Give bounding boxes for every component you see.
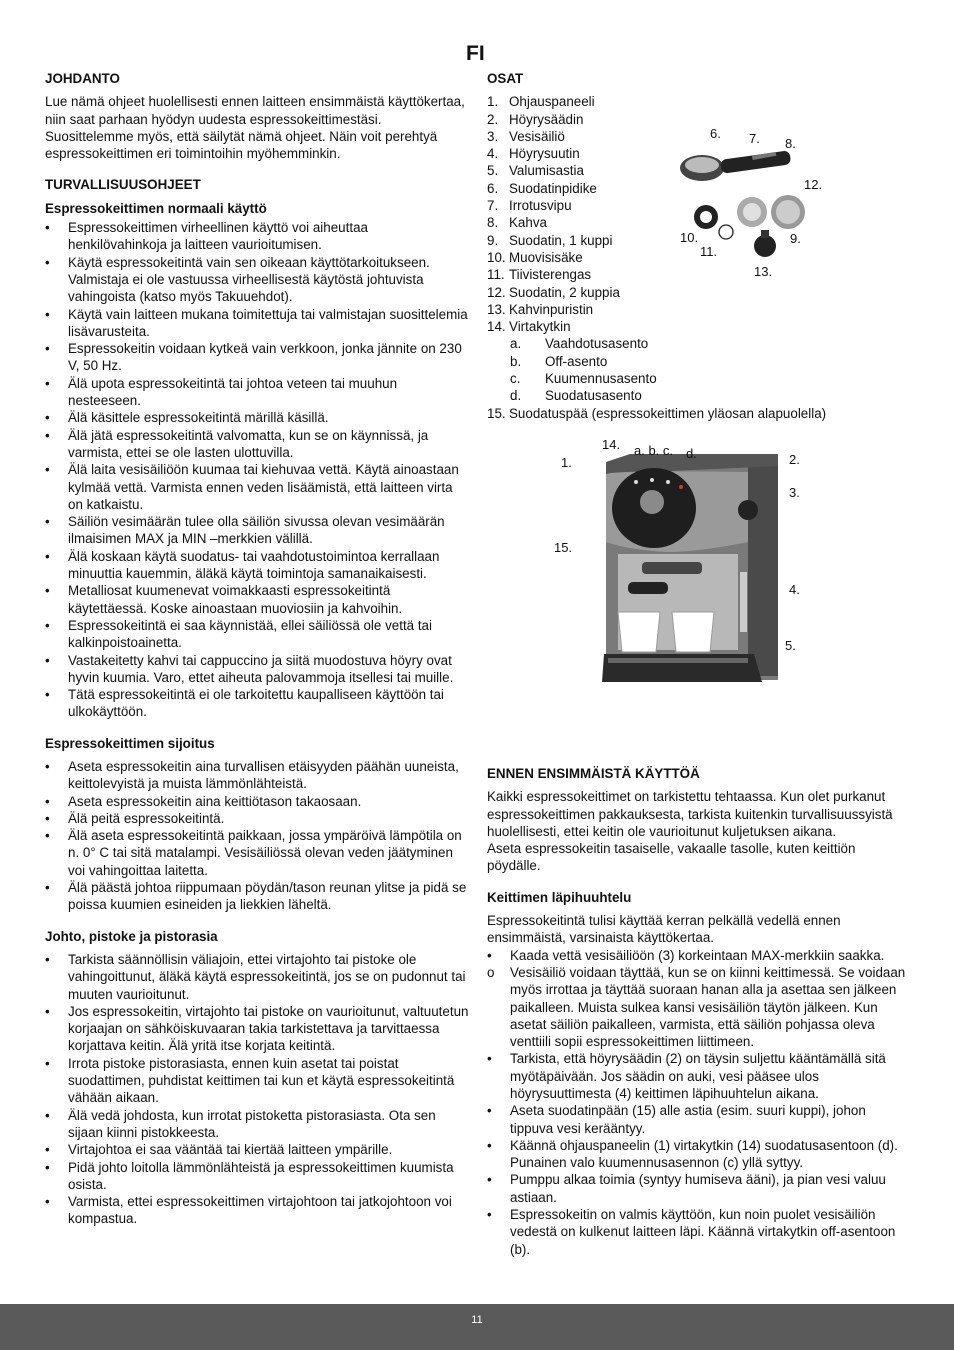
figure-label: 7. [749,131,760,146]
cord-list [45,951,470,1228]
indicator-dot [679,485,683,489]
item-number: 10. [487,249,506,265]
item-text: Valumisastia [509,163,584,179]
before-use-paragraph: Kaikki espressokeittimet on tarkistettu tehtaassa. Kun olet purkanut espressokeittimen pakkauksesta, tarkista kuitenkin turvallisuussyistä huolellisesti, ettei keitin ole vaurioitunut kuljetuksen aikana. [487,789,893,839]
placement-list [45,758,470,914]
figure-label: 5. [785,638,796,653]
figure-label: 12. [804,177,823,192]
accessories-figure [670,120,823,280]
list-item: • Älä upota espressokeitintä tai johtoa veteen tai muuhun nesteeseen. [45,375,470,410]
figure-label: 6. [710,126,721,141]
item-text: Vesisäiliö [509,128,565,144]
figure-label: 4. [789,582,800,597]
item-text: Kuumennusasento [545,371,657,387]
intro-heading: JOHDANTO [45,71,120,86]
item-text: Suodatuspää (espressokeittimen yläosan alapuolella) [509,405,827,421]
item-number: 15. [487,405,506,421]
list-subitem [487,353,912,370]
item-number: 5. [487,163,499,179]
list-item [487,405,912,422]
item-text: Vaahdotusasento [545,336,649,352]
list-subitem [487,335,912,352]
list-item: • Jos espressokeitin, virtajohto tai pistoke on vaurioitunut, valtuutetun korjaajan on sähköiskuvaaran takia tarkistettava ja tarvittaessa korjattava keitin. Älä yritä itse korjata keitintä. [45,1003,470,1055]
indicator-dot [666,480,670,484]
list-item: • Älä käsittele espressokeitintä märillä käsillä. [45,409,470,426]
accessories-illustration [670,120,823,280]
list-item: • Espressokeitin voidaan kytkeä vain verkkoon, jonka jännite on 230 V, 50 Hz. [45,340,470,375]
figure-label: 1. [561,455,572,470]
item-text: Suodatinpidike [509,180,597,196]
figure-label: 14. [602,437,621,452]
item-text: Virtakytkin [509,319,571,335]
list-item: • Virtajohtoa ei saa vääntää tai kiertää laitteen ympärille. [45,1141,470,1158]
rinse-heading: Keittimen läpihuuhtelu [487,889,632,905]
list-item: • Pumppu alkaa toimia (syntyy humiseva ääni), ja pian vesi valuu astiaan. [487,1171,912,1206]
steam-knob-shape [738,500,758,520]
list-item [487,93,912,110]
placement-heading: Espressokeittimen sijoitus [45,735,215,751]
list-item: • Säiliön vesimäärän tulee olla säiliön sivussa olevan vesimäärän ilmaisimen MAX ja MIN –merkkien välillä. [45,513,470,548]
item-number: 3. [487,128,499,144]
intro-paragraph: Lue nämä ohjeet huolellisesti ennen laitteen ensimmäistä käyttökertaa, niin saat parhaan hyödyn uudesta espressokeittimestäsi. Suosittelemme myös, että säilytät nämä ohjeet. Näin voit perehtyä espressokeittimen eri toimintoihin myöhemminkin. [45,94,465,162]
list-item: • Kaada vettä vesisäiliöön (3) korkeintaan MAX-merkkiin saakka. [487,947,912,964]
figure-label: 13. [754,264,773,279]
left-column [45,70,470,1228]
indicator-dot [634,480,638,484]
item-number: 7. [487,198,499,214]
item-text: Suodatin, 1 kuppi [509,232,613,248]
list-item: • Espressokeittimen virheellinen käyttö voi aiheuttaa henkilövahinkoja ja laitteen vaurioitumisen. [45,219,470,254]
list-item: • Irrota pistoke pistorasiasta, ennen kuin asetat tai poistat suodattimen, puhdistat keittimen tai kun et käytä espressokeitintä vähään aikaan. [45,1055,470,1107]
before-use-heading: ENNEN ENSIMMÄISTÄ KÄYTTÖÄ [487,765,700,781]
figure-label: 2. [789,452,800,467]
normal-use-heading: Espressokeittimen normaali käyttö [45,200,267,216]
item-number: 1. [487,94,499,110]
list-item: • Aseta espressokeitin aina keittiötason takaosaan. [45,793,470,810]
cup-right-shape [672,612,714,652]
drip-tray-grill [608,658,748,663]
list-item: • Älä aseta espressokeitintä paikkaan, jossa ympäröivä lämpötila on n. 0° C tai sitä matalampi. Vesisäiliössä olevan veden jäätyminen voi vahingoittaa laitetta. [45,827,470,879]
language-heading: FI [466,42,485,65]
espresso-machine-figure [548,432,818,700]
before-use-paragraph-2: Aseta espressokeitin tasaiselle, vakaalle tasolle, kuten keittiön pöydälle. [487,841,856,874]
list-item: • Espressokeitin on valmis käyttöön, kun noin puolet vesisäiliön vedestä on kulkenut laitteen läpi. Käännä virtakytkin off-asentoon (b). [487,1206,912,1258]
item-letter: d. [510,388,522,404]
list-item: • Älä peitä espressokeitintä. [45,810,470,827]
coffee-press-knob [761,230,769,238]
figure-label: 10. [680,230,699,245]
list-item: o Vesisäiliö voidaan täyttää, kun se on kiinni keittimessä. Se voidaan myös irrottaa ja täyttää suoraan hanan alla ja asettaa sen jälkeen paikalleen. Muista sulkea kansi vesisäiliön täytön jälkeen. Kun asetat säiliön paikalleen, varmista, että säiliön pohjassa oleva venttiili sopii espressokeittimen liittimeen. [487,964,912,1050]
safety-heading: TURVALLISUUSOHJEET [45,177,201,193]
item-text: Kahva [509,215,547,231]
list-item [487,301,912,318]
item-letter: a. [510,336,522,352]
parts-heading: OSAT [487,71,524,86]
cup-left-shape [618,612,660,652]
list-item: • Älä päästä johtoa riippumaan pöydän/tason reunan ylitse ja pidä se poissa kuumien esineiden ja liekkien läheltä. [45,879,470,914]
item-text: Tiivisterengas [509,267,592,283]
figure-label: 3. [789,485,800,500]
item-text: Höyrysuutin [509,146,580,162]
list-item: • Aseta espressokeitin aina turvallisen etäisyyden päähän uuneista, keittolevyistä ja muista lämmönlähteistä. [45,758,470,793]
item-number: 6. [487,180,499,196]
filter-holder-handle [628,582,668,594]
list-item: • Metalliosat kuumenevat voimakkaasti espressokeitintä käytettäessä. Koske ainoastaan muoviosiin ja kahvoihin. [45,582,470,617]
normal-use-list [45,219,470,721]
espresso-machine-illustration [548,432,818,700]
list-item: • Vastakeitetty kahvi tai cappuccino ja siitä muodostuva höyry ovat hyvin kuumia. Varo, ettet aiheuta palovammoja itsellesi tai muille. [45,652,470,687]
list-item: • Varmista, ettei espressokeittimen virtajohtoon tai jatkojohtoon voi kompastua. [45,1193,470,1228]
list-item: • Älä jätä espressokeitintä valvomatta, kun se on käynnissä, ja varmista, ettei se ole lasten ulottuvilla. [45,427,470,462]
item-number: 13. [487,301,506,317]
item-number: 4. [487,146,499,162]
filter-holder-top [685,157,719,173]
sealing-ring-shape [719,225,733,239]
item-text: Kahvinpuristin [509,301,594,317]
item-letter: b. [510,353,522,369]
item-letter: c. [510,371,521,387]
cord-heading: Johto, pistoke ja pistorasia [45,928,218,944]
list-subitem [487,387,912,404]
item-number: 12. [487,284,506,300]
list-item: • Espressokeitintä ei saa käynnistää, ellei säiliössä ole vettä tai kalkinpoistoainetta. [45,617,470,652]
list-item: • Älä laita vesisäiliöön kuumaa tai kiehuvaa vettä. Käytä ainoastaan kylmää vettä. Varmista ennen veden lisäämistä, että laitteen virta on katkaistu. [45,461,470,513]
figure-label: 8. [785,136,796,151]
page-number: 11 [471,1314,483,1326]
item-text: Irrotusvipu [509,198,572,214]
list-item: • Älä koskaan käytä suodatus- tai vaahdotustoimintoa kerrallaan minuuttia kauemmin, äläkä käytä toimintoja samanaikaisesti. [45,548,470,583]
figure-label: 15. [554,540,573,555]
footer-bar [0,1304,954,1350]
figure-label: d. [686,446,697,461]
filter-2-cups-inner [776,200,800,224]
holder-handle-shape [720,150,791,174]
list-item [487,284,912,301]
figure-label: a. b. c. [634,443,674,458]
list-item: • Käytä vain laitteen mukana toimitettuja tai valmistajan suosittelemia lisävarusteita. [45,306,470,341]
item-number: 2. [487,111,499,127]
list-subitem [487,370,912,387]
power-switch-knob [640,490,664,514]
list-item: • Käytä espressokeitintä vain sen oikeaan käyttötarkoitukseen. Valmistaja ei ole vastuussa virheellisestä käytöstä johtuvista vahingoista (katso myös Takuuehdot). [45,254,470,306]
brew-head-shape [642,562,702,574]
item-number: 9. [487,232,499,248]
figure-label: 9. [790,231,801,246]
list-item: • Tarkista säännöllisin väliajoin, ettei virtajohto tai pistoke ole vahingoittunut, äläkä käytä espressokeitintä, jos se on pudonnut tai muuten vaurioitunut. [45,951,470,1003]
item-text: Off-asento [545,353,608,369]
item-text: Suodatin, 2 kuppia [509,284,620,300]
list-item: • Älä vedä johdosta, kun irrotat pistoketta pistorasiasta. Ota sen sijaan kiinni pistokkeesta. [45,1107,470,1142]
item-number: 8. [487,215,499,231]
plastic-insert-hole [700,211,712,223]
rinse-list [487,947,912,1258]
list-item [487,318,912,335]
steam-nozzle-shape [740,572,747,632]
item-text: Muovisisäke [509,249,583,265]
list-item: • Pidä johto loitolla lämmönlähteistä ja espressokeittimen kuumista osista. [45,1159,470,1194]
list-item: • Käännä ohjauspaneelin (1) virtakytkin (14) suodatusasentoon (d). Punainen valo kuumennusasennon (c) yllä syttyy. [487,1137,912,1172]
item-number: 14. [487,319,506,335]
coffee-press-shape [754,235,776,257]
rinse-intro: Espressokeitintä tulisi käyttää kerran pelkällä vedellä ennen ensimmäistä, varsinaista käyttökertaa. [487,913,841,946]
item-text: Höyrysäädin [509,111,584,127]
list-item: • Aseta suodatinpään (15) alle astia (esim. suuri kuppi), johon tippuva vesi kerääntyy. [487,1102,912,1137]
figure-label: 11. [700,244,718,259]
item-number: 11. [487,267,505,283]
list-item: • Tätä espressokeitintä ei ole tarkoitettu kaupalliseen käyttöön tai ulkokäyttöön. [45,686,470,721]
item-text: Ohjauspaneeli [509,94,595,110]
filter-1-cup-inner [743,203,761,221]
list-item: • Tarkista, että höyrysäädin (2) on täysin suljettu kääntämällä sitä myötäpäivään. Jos säädin on auki, vesi pääsee ulos höyrysuuttimesta (4) keittimen läpihuuhtelun aikana. [487,1050,912,1102]
item-text: Suodatusasento [545,388,642,404]
indicator-dot [650,478,654,482]
water-tank-shape [748,466,778,676]
